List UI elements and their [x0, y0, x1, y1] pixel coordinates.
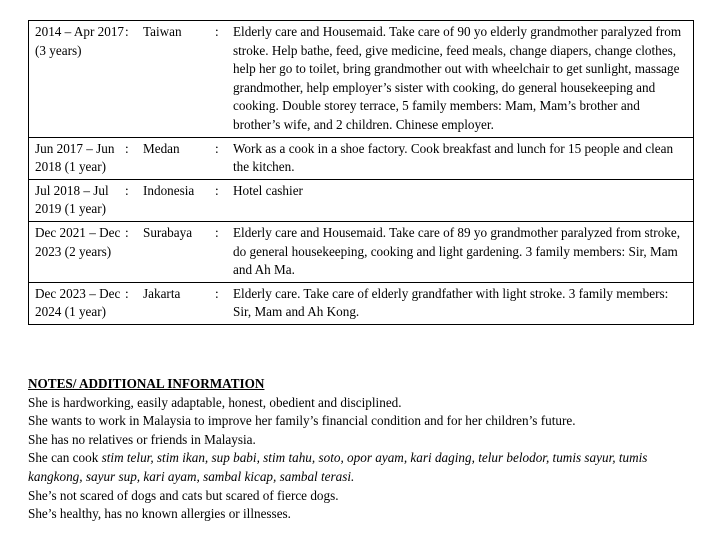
note-line: She’s healthy, has no known allergies or illnesses.	[28, 506, 291, 522]
work-description: Elderly care and Housemaid. Take care of 90 yo elderly grandmother paralyzed from stroke. Help bathe, feed, give medicine, feed meals, change diapers, change clothes, help her go to toilet, bring grandmother out with wheelchair to get sunlight, massage grandmother, help employer’s sister with cooking, do general housekeeping and cooking. Double storey terrace, 5 family members: Mam, Mam’s brother and brother’s wife, and 2 children. Chinese employer.	[233, 24, 682, 132]
separator: :	[215, 140, 219, 156]
cooking-dishes: stim telur, stim ikan, sup babi, stim tahu, soto, opor ayam, kari daging, telur belodor, tumis sayur, tumis kangkong, sayur sup, kari ayam, sambal kicap, sambal terasi.	[28, 450, 648, 484]
work-location: Surabaya	[143, 224, 193, 240]
separator: :	[125, 182, 129, 198]
notes-title: NOTES/ ADDITIONAL INFORMATION	[28, 376, 265, 391]
work-period: Jun 2017 – Jun 2018 (1 year)	[35, 140, 115, 175]
work-period: 2014 – Apr 2017 (3 years)	[35, 24, 125, 58]
work-period: Jul 2018 – Jul 2019 (1 year)	[35, 182, 109, 217]
separator: :	[215, 182, 219, 198]
separator: :	[125, 24, 129, 39]
separator: :	[215, 285, 219, 301]
work-history-table	[28, 20, 694, 325]
notes-section	[28, 375, 696, 524]
table-cell	[29, 221, 694, 282]
note-line: She wants to work in Malaysia to improve her family’s financial condition and for her children’s future.	[28, 413, 576, 429]
table-row	[29, 282, 694, 324]
separator: :	[215, 24, 219, 39]
separator: :	[125, 224, 129, 240]
work-description: Work as a cook in a shoe factory. Cook breakfast and lunch for 15 people and clean the kitchen.	[233, 140, 674, 175]
table-cell	[29, 21, 694, 138]
separator: :	[125, 140, 129, 156]
work-description: Hotel cashier	[233, 182, 303, 198]
table-row	[29, 137, 694, 179]
table-row	[29, 21, 694, 138]
work-location: Indonesia	[143, 182, 195, 198]
work-location: Medan	[143, 140, 180, 156]
work-location: Taiwan	[143, 24, 182, 39]
table-row	[29, 221, 694, 282]
work-period: Dec 2023 – Dec 2024 (1 year)	[35, 285, 121, 320]
cooking-prefix: She can cook	[28, 450, 102, 466]
table-cell	[29, 179, 694, 221]
note-line: She has no relatives or friends in Malaysia.	[28, 431, 256, 447]
note-line: She is hardworking, easily adaptable, honest, obedient and disciplined.	[28, 394, 402, 410]
note-line-cooking	[28, 449, 696, 486]
note-line: She’s not scared of dogs and cats but scared of fierce dogs.	[28, 487, 339, 503]
separator: :	[215, 224, 219, 240]
separator: :	[125, 285, 129, 301]
work-period: Dec 2021 – Dec 2023 (2 years)	[35, 224, 121, 259]
table-row	[29, 179, 694, 221]
table-cell	[29, 282, 694, 324]
table-cell	[29, 137, 694, 179]
work-description: Elderly care and Housemaid. Take care of 89 yo grandmother paralyzed from stroke, do general housekeeping, cooking and light gardening. 3 family members: Sir, Mam and Ah Ma.	[233, 224, 681, 278]
work-location: Jakarta	[143, 285, 181, 301]
work-description: Elderly care. Take care of elderly grandfather with light stroke. 3 family members: Sir, Mam and Ah Kong.	[233, 285, 669, 320]
